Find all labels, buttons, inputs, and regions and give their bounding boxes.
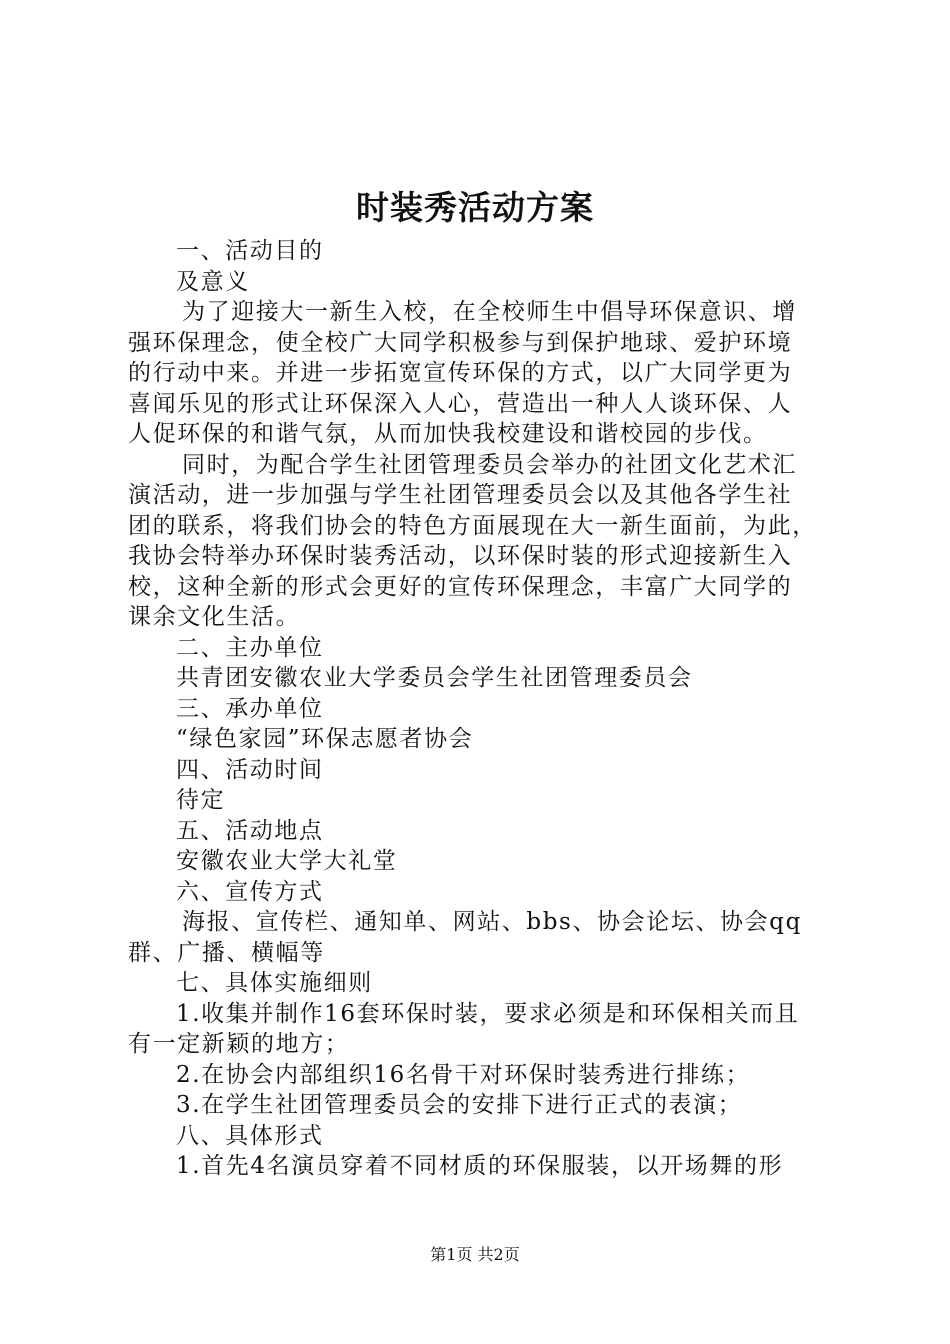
rule-item: 1.收集并制作16套环保时装，要求必须是和环保相关而且	[176, 1000, 800, 1027]
paragraph-line: 我协会特举办环保时装秀活动，以环保时装的形式迎接新生入	[128, 543, 793, 569]
rule-item: 2.在协会内部组织16名骨干对环保时装秀进行排练；	[176, 1061, 751, 1088]
promotion-text-cont: 群、广播、横幅等	[128, 939, 325, 966]
rule-item: 3.在学生社团管理委员会的安排下进行正式的表演；	[176, 1092, 743, 1118]
paragraph-line: 强环保理念，使全校广大同学积极参与到保护地球、爱护环境	[128, 329, 793, 356]
page-footer: 第1页 共2页	[430, 1245, 520, 1264]
paragraph-line: 的行动中来。并进一步拓宽宣传环保的方式，以广大同学更为	[128, 360, 793, 386]
time-text: 待定	[176, 787, 226, 813]
document-body	[128, 236, 840, 1182]
section-heading-time: 四、活动时间	[176, 756, 324, 783]
section-heading-format: 八、具体形式	[176, 1122, 324, 1149]
paragraph-line: 人促环保的和谐气氛，从而加快我校建设和谐校园的步伐。	[128, 421, 768, 447]
section-heading-purpose: 一、活动目的	[176, 238, 324, 264]
promotion-text: 海报、宣传栏、通知单、网站、bbs、协会论坛、协会qq	[182, 909, 802, 935]
paragraph-line: 校，这种全新的形式会更好的宣传环保理念，丰富广大同学的	[128, 573, 793, 600]
paragraph-line: 同时，为配合学生社团管理委员会举办的社团文化艺术汇	[182, 451, 797, 478]
paragraph-line: 喜闻乐见的形式让环保深入人心，营造出一种人人谈环保、人	[128, 390, 793, 417]
co-organizer-text: “绿色家园”环保志愿者协会	[176, 726, 474, 752]
format-item: 1.首先4名演员穿着不同材质的环保服装，以开场舞的形	[176, 1153, 784, 1179]
paragraph-line: 演活动，进一步加强与学生社团管理委员会以及其他各学生社	[128, 482, 793, 508]
section-heading-organizer: 二、主办单位	[176, 634, 324, 661]
paragraph-line: 为了迎接大一新生入校，在全校师生中倡导环保意识、增	[182, 299, 797, 325]
section-heading-purpose-cont: 及意义	[176, 268, 250, 295]
rule-item-cont: 有一定新颖的地方；	[128, 1031, 350, 1057]
paragraph-line: 课余文化生活。	[128, 604, 301, 630]
section-heading-location: 五、活动地点	[176, 817, 324, 844]
section-heading-rules: 七、具体实施细则	[176, 970, 373, 996]
organizer-text: 共青团安徽农业大学委员会学生社团管理委员会	[176, 665, 693, 691]
paragraph-line: 团的联系，将我们协会的特色方面展现在大一新生面前，为此，	[128, 512, 817, 539]
document-title: 时装秀活动方案	[356, 188, 594, 227]
location-text: 安徽农业大学大礼堂	[176, 848, 398, 874]
section-heading-promotion: 六、宣传方式	[176, 878, 324, 905]
section-heading-co-organizer: 三、承办单位	[176, 695, 324, 722]
